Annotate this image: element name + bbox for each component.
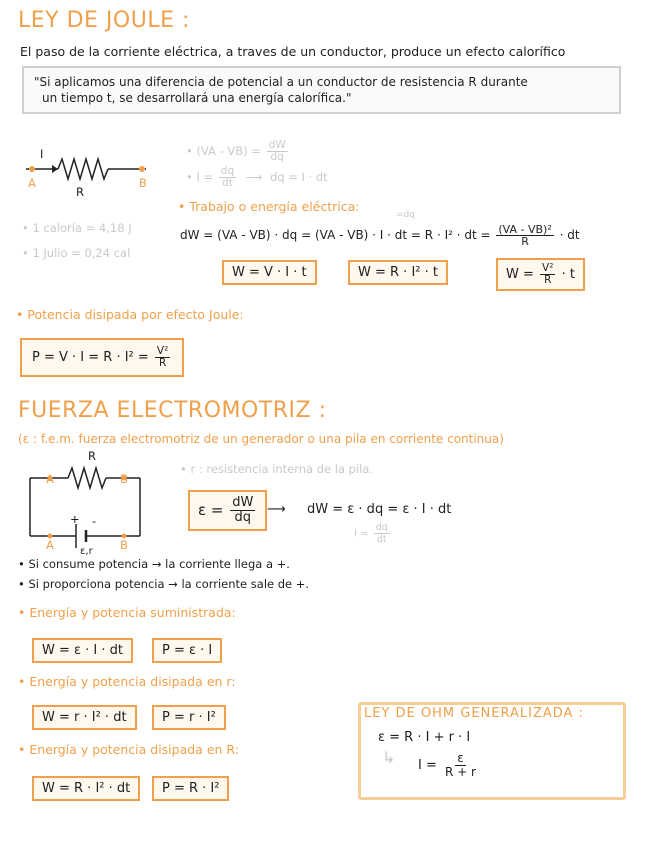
faint-eq-voltage: • (VA - VB) = $\frac{dW}{dq}$ [186,139,286,163]
ohm-title: LEY DE OHM GENERALIZADA : [364,706,584,721]
joule-intro: El paso de la corriente eléctrica, a traves de un conductor, produce un efecto calorífico [20,44,566,59]
joule-note: • 1 Julio = 0,24 cal [22,246,131,260]
fem-title: FUERZA ELECTROMOTRIZ : [18,398,327,423]
resistor-label: R [76,185,84,199]
r-internal-heading: • Energía y potencia disipada en r: [18,674,236,689]
R-external-heading: • Energía y potencia disipada en R: [18,742,239,757]
ohm-current-formula: I = $\frac{\varepsilon}{R + r}$ [418,751,476,779]
supplied-power-box: P = ε · I [152,638,222,663]
fem-subtitle: (ε : f.e.m. fuerza electromotriz de un generador o una pila en corriente continua) [18,432,504,446]
provide-note: • Si proporciona potencia → la corriente sale de +. [18,577,310,591]
emf-definition-box: ε = $\frac{dW}{dq}$ [188,490,267,531]
potencia-formula-box: P = V · I = R · I² = $\frac{\text{V²}}{R}$ [20,338,184,377]
consume-note: • Si consume potencia → la corriente llega a +. [18,557,290,571]
fem-circuit-diagram [24,450,154,555]
fem-node-b-bottom: B [120,538,128,552]
fem-resistor-label: R [88,449,96,463]
node-a-label: A [28,176,36,190]
supplied-energy-box: W = ε · I · dt [32,638,133,663]
potencia-heading: • Potencia disipada por efecto Joule: [16,307,244,322]
emf-arrow: ⟶ [267,502,286,517]
trabajo-heading: • Trabajo o energía eléctrica: [178,199,360,214]
quote-line-2: un tiempo t, se desarrollará una energía calorífica." [42,91,352,105]
quote-line-1: "Si aplicamos una diferencia de potencial a un conductor de resistencia R durante [34,75,528,89]
battery-plus: + [70,512,80,526]
r-power-box: P = r · I² [152,705,226,730]
arrow-icon: ↳ [382,748,396,767]
fem-node-a-bottom: A [46,538,54,552]
formula-box-w-vit: W = V · I · t [222,260,317,285]
node-b-label: B [139,176,147,190]
ohm-equation: ε = R · I + r · I [378,730,471,745]
faint-current-def: I = $\frac{dq}{dt}$ [354,522,388,545]
faint-eq-current: • I = $\frac{dq}{dt}$ ⟶ dq = I · dt [186,165,328,189]
R-energy-box: W = R · I² · dt [32,776,140,801]
joule-quote [22,66,621,114]
calorie-note: • 1 caloría = 4,18 J [22,221,132,235]
joule-resistor-diagram [18,145,158,200]
battery-minus: - [92,514,97,528]
fem-node-b-top: B [120,472,128,486]
supplied-heading: • Energía y potencia suministrada: [18,605,236,620]
dw-derivation: dW = (VA - VB) · dq = (VA - VB) · I · dt = R · I² · dt = $\frac{\text{(VA - VB)²}}{R}$ · dt [180,223,580,248]
battery-label: ε,r [80,546,93,557]
emf-derivation: dW = ε · dq = ε · I · dt [307,502,452,517]
faint-dq-note: =dq [396,210,415,220]
r-energy-box: W = r · I² · dt [32,705,137,730]
joule-title: LEY DE JOULE : [18,8,190,33]
formula-box-w-v2rt: W = $\frac{\text{V²}}{R}$ · t [496,258,585,291]
R-power-box: P = R · I² [152,776,229,801]
current-label: I [40,147,44,161]
internal-resistance-note: • r : resistencia interna de la pila. [180,462,374,476]
formula-box-w-ri2t: W = R · I² · t [348,260,448,285]
fem-node-a-top: A [46,472,54,486]
